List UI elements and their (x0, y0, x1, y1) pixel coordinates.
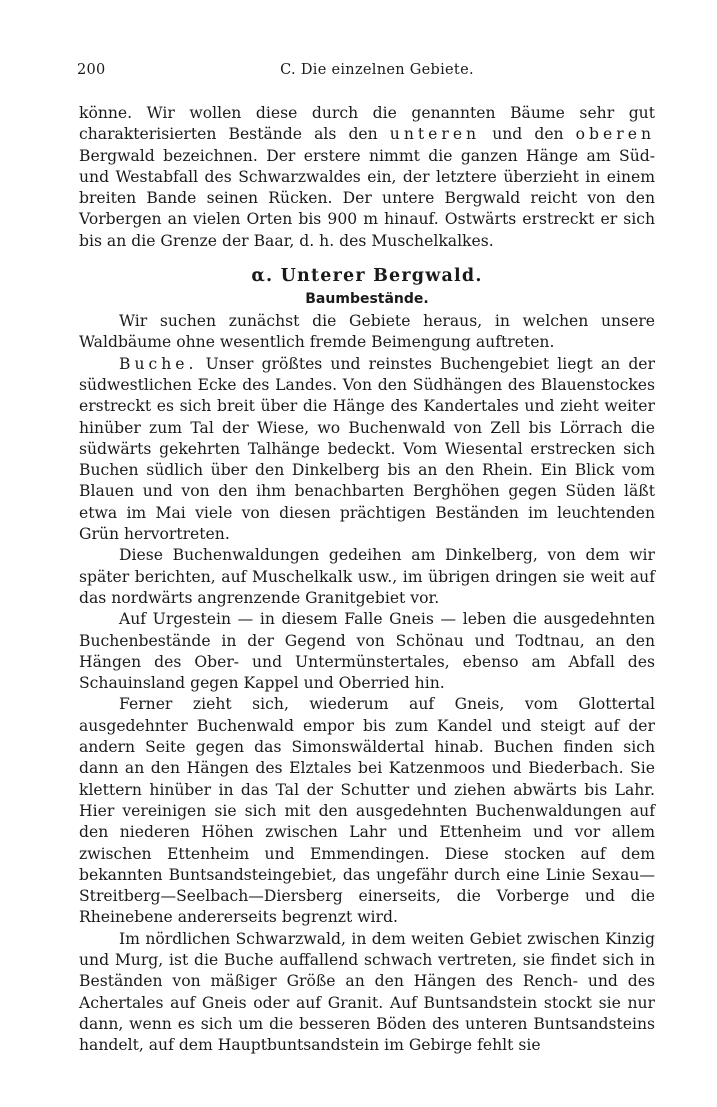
text-run: Bergwald bezeichnen. Der erstere nimmt die ganzen Hänge am Süd- und Westabfall des Schwarzwaldes ein, der letztere überzieht in einem breiten Bande seinen Rücken. Der untere Bergwald reicht von den Vorbergen an vielen Orten bis 900 m hinauf. Ostwärts erstreckt er sich bis an die Grenze der Baar, d. h. des Muschelkalkes. (79, 146, 655, 250)
running-header (77, 62, 657, 84)
section-heading: α. Unterer Bergwald. (251, 266, 483, 287)
text-run: könne. Wir wollen diese durch die genannten Bäume sehr gut charakterisierten Bestände als den (79, 104, 655, 144)
page-number: 200 (77, 62, 106, 78)
paragraph: Diese Buchenwaldungen gedeihen am Dinkelberg, von dem wir später berichten, auf Muschelkalk usw., im übrigen dringen sie weit auf das nordwärts angrenzende Granitgebiet vor. (79, 546, 655, 607)
paragraph: Auf Urgestein — in diesem Falle Gneis — leben die ausgedehnten Buchenbestände in der Gegend von Schönau und Todtnau, an den Hängen des Ober- und Untermünstertales, ebenso am Abfall des Schauinsland gegen Kappel und Oberried hin. (79, 610, 655, 693)
text-run: Unser größtes und reinstes Buchengebiet liegt an der südwestlichen Ecke des Landes. Von den Südhängen des Blauenstockes erstreckt es sich breit über die Hänge des Kandertales und zieht weiter hinüber zum Tal der Wiese, wo Buchenwald von Zell bis Lörrach die südwärts gekehrten Talhänge bedeckt. Vom Wiesental erstrecken sich Buchen südlich über den Dinkelberg bis an den Rhein. Ein Blick vom Blauen und von den ihm benachbarten Berghöhen gegen Süden läßt etwa im Mai viele von diesen prächtigen Beständen im leuchtenden Grün hervortreten. (79, 354, 655, 544)
chapter-title: C. Die einzelnen Gebiete. (280, 62, 474, 78)
emphasized-term-buche: Buche. (119, 354, 198, 373)
paragraph: Ferner zieht sich, wiederum auf Gneis, vom Glottertal ausgedehnter Buchenwald empor bis zum Kandel und steigt auf der andern Seite gegen das Simonswäldertal hinab. Buchen finden sich dann an den Hängen des Elztales bei Katzenmoos und Biederbach. Sie klettern hinüber in das Tal der Schutter und ziehen abwärts bis Lahr. Hier vereinigen sie sich mit den ausgedehnten Buchenwaldungen auf den niederen Höhen zwischen Lahr und Ettenheim und vor allem zwischen Ettenheim und Emmendingen. Diese stocken auf dem bekannten Buntsandsteingebiet, das ungefähr durch eine Linie Sexau—Streitberg—Seelbach—Diersberg einerseits, die Vorberge und die Rheinebene andererseits begrenzt wird. (79, 695, 655, 927)
section-subheading: Baumbestände. (305, 291, 429, 308)
emphasized-term-oberen: oberen (575, 125, 655, 144)
paragraph: Im nördlichen Schwarzwald, in dem weiten Gebiet zwischen Kinzig und Murg, ist die Buche auffallend schwach vertreten, sie findet sich in Beständen von mäßiger Größe an den Hängen des Rench- und des Achertales auf Gneis oder auf Granit. Auf Buntsandstein stockt sie nur dann, wenn es sich um die besseren Böden des unteren Buntsandsteins handelt, auf dem Hauptbuntsandstein im Gebirge fehlt sie (79, 929, 655, 1055)
text-run: und den (480, 125, 576, 144)
emphasized-term-unteren: unteren (389, 125, 481, 144)
body-text (79, 103, 655, 1056)
paragraph: Wir suchen zunächst die Gebiete heraus, in welchen unsere Waldbäume ohne wesentlich fremde Beimengung auftreten. (79, 312, 655, 352)
paragraph-continuation (79, 103, 655, 252)
paragraph-buche (79, 354, 655, 546)
